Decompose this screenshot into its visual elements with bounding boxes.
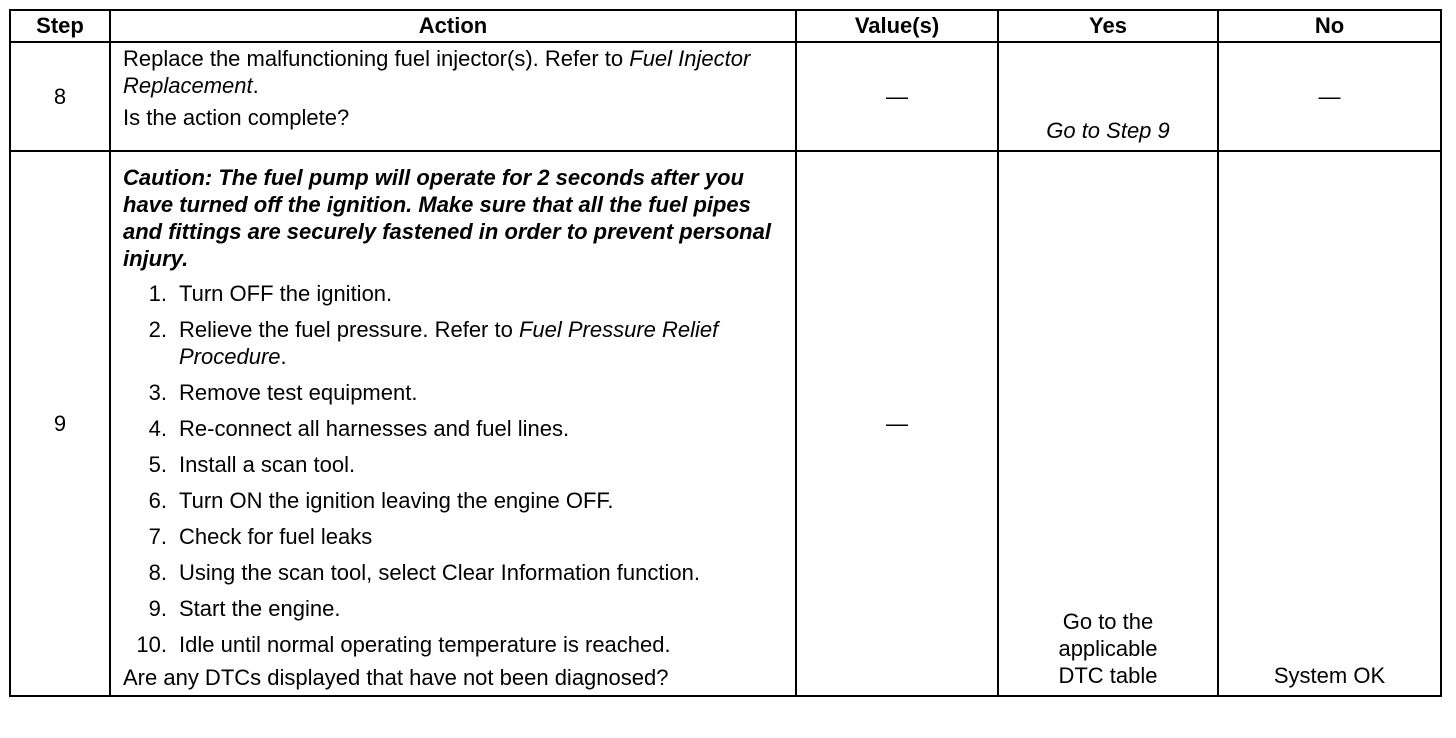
header-step: Step [10, 10, 110, 42]
list-item: 8. Using the scan tool, select Clear Information function. [148, 560, 700, 585]
list-item: 10. Idle until normal operating temperature is reached. [136, 632, 671, 657]
list-item: 4. Re-connect all harnesses and fuel lines. [148, 416, 570, 441]
values-cell: — [796, 42, 998, 151]
header-values: Value(s) [796, 10, 998, 42]
step-number: 9 [10, 151, 110, 696]
table-row-step-8 [10, 42, 1441, 151]
list-item: 9. Start the engine. [148, 596, 341, 621]
no-cell: System OK [1218, 151, 1441, 696]
substep-list [123, 280, 785, 658]
action-cell [110, 42, 796, 151]
action-question: Are any DTCs displayed that have not been diagnosed? [123, 665, 669, 690]
list-item: 1. Turn OFF the ignition. [148, 281, 393, 306]
caution-text: Caution: The fuel pump will operate for 2 seconds after you have turned off the ignition. Make sure that all the fuel pipes and fittings are securely fastened in order to prevent personal injury. [123, 165, 771, 271]
header-no: No [1218, 10, 1441, 42]
header-yes: Yes [998, 10, 1218, 42]
no-cell: — [1218, 42, 1441, 151]
action-cell [110, 151, 796, 696]
reference-link-text: Fuel Injector Replacement [123, 46, 751, 98]
table-row-step-9 [10, 151, 1441, 696]
list-item: 7. Check for fuel leaks [148, 524, 373, 549]
action-question: Is the action complete? [123, 105, 350, 130]
values-cell: — [796, 151, 998, 696]
header-row [10, 10, 1441, 42]
header-action: Action [110, 10, 796, 42]
step-number: 8 [10, 42, 110, 151]
list-item: 5. Install a scan tool. [148, 452, 356, 477]
diagnostic-table [9, 9, 1442, 697]
action-text: Replace the malfunctioning fuel injector(s). Refer to Fuel Injector Replacement. [123, 46, 751, 98]
yes-cell: Go to the applicable DTC table [998, 151, 1218, 696]
yes-cell: Go to Step 9 [998, 42, 1218, 151]
list-item: 2. Relieve the fuel pressure. Refer to Fuel Pressure Relief Procedure. [148, 317, 719, 369]
list-item: 6. Turn ON the ignition leaving the engine OFF. [148, 488, 614, 513]
list-item: 3. Remove test equipment. [148, 380, 418, 405]
